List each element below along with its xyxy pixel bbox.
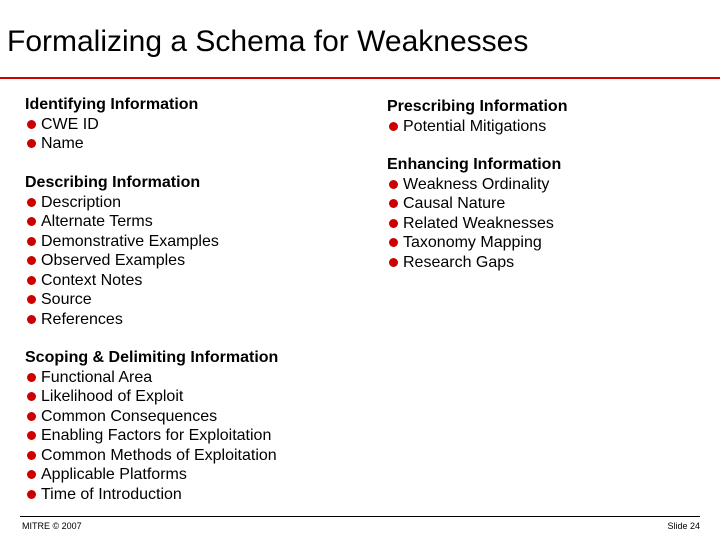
bullet-dot-icon [27,295,36,304]
bullet-text: Name [41,135,84,152]
bullet-item [25,310,219,330]
bullet-dot-icon [389,180,398,189]
bullet-item [387,175,561,195]
bullet-dot-icon [27,431,36,440]
bullet-dot-icon [27,315,36,324]
bullet-dot-icon [27,451,36,460]
bullet-text: Applicable Platforms [41,466,187,483]
bullet-list [25,193,219,330]
bullet-dot-icon [389,199,398,208]
bullet-text: Likelihood of Exploit [41,388,184,405]
bullet-item [25,368,278,388]
prescribing-information-section [387,97,567,136]
bullet-text: Common Methods of Exploitation [41,446,277,464]
bullet-item [25,407,278,427]
scoping-delimiting-information-section [25,348,278,504]
bullet-dot-icon [389,258,398,267]
bullet-dot-icon [27,276,36,285]
slide-title: Formalizing a Schema for Weaknesses [7,25,529,58]
bullet-text: Research Gaps [403,253,515,271]
bullet-dot-icon [27,373,36,382]
bullet-dot-icon [27,412,36,421]
section-heading: Enhancing Information [387,156,562,173]
bullet-text: Enabling Factors for Exploitation [41,427,272,444]
bullet-dot-icon [27,392,36,401]
bullet-item [25,485,278,505]
bullet-dot-icon [389,122,398,131]
bullet-list [25,368,278,505]
bullet-item [25,193,219,213]
bullet-item [25,251,219,271]
bullet-item [25,387,278,407]
bullet-dot-icon [389,219,398,228]
bullet-dot-icon [27,490,36,499]
bullet-item [25,290,219,310]
section-heading: Describing Information [25,174,201,191]
bullet-text: Source [41,291,92,308]
bullet-list [387,175,561,273]
bullet-text: Common Consequences [41,407,218,425]
bullet-text: Taxonomy Mapping [403,234,542,251]
bullet-text: Causal Nature [403,195,506,212]
bullet-item [25,134,198,154]
bullet-list [387,117,567,137]
bullet-text: Alternate Terms [41,213,153,230]
bullet-text: Time of Introduction [41,485,182,503]
bullet-item [387,253,561,273]
bullet-dot-icon [27,139,36,148]
bullet-dot-icon [389,238,398,247]
bullet-text: Observed Examples [41,252,186,269]
bullet-item [25,271,219,291]
bullet-item [25,212,219,232]
bullet-text: Functional Area [41,368,153,386]
bullet-item [25,446,278,466]
bullet-dot-icon [27,237,36,246]
bullet-item [387,214,561,234]
bullet-item [25,232,219,252]
section-heading: Scoping & Delimiting Information [25,349,279,366]
bullet-item [25,115,198,135]
identifying-information-section [25,95,198,154]
bullet-text: CWE ID [41,115,99,133]
bullet-text: Demonstrative Examples [41,232,219,250]
bullet-text: Description [41,193,122,211]
bullet-dot-icon [27,256,36,265]
footer-divider [20,516,700,517]
bullet-item [387,194,561,214]
bullet-text: References [41,310,123,328]
bullet-text: Weakness Ordinality [403,175,550,193]
bullet-dot-icon [27,217,36,226]
footer-slide-number: Slide 24 [667,521,700,531]
section-heading: Prescribing Information [387,98,568,115]
section-heading: Identifying Information [25,96,199,113]
bullet-text: Context Notes [41,271,143,289]
describing-information-section [25,173,219,329]
bullet-dot-icon [27,470,36,479]
bullet-item [387,117,567,137]
title-divider [0,77,720,79]
bullet-dot-icon [27,120,36,129]
bullet-item [25,426,278,446]
enhancing-information-section [387,155,561,272]
bullet-text: Related Weaknesses [403,214,554,232]
bullet-item [387,233,561,253]
bullet-text: Potential Mitigations [403,117,547,135]
footer-copyright: MITRE © 2007 [22,521,82,531]
bullet-dot-icon [27,198,36,207]
bullet-item [25,465,278,485]
bullet-list [25,115,198,154]
